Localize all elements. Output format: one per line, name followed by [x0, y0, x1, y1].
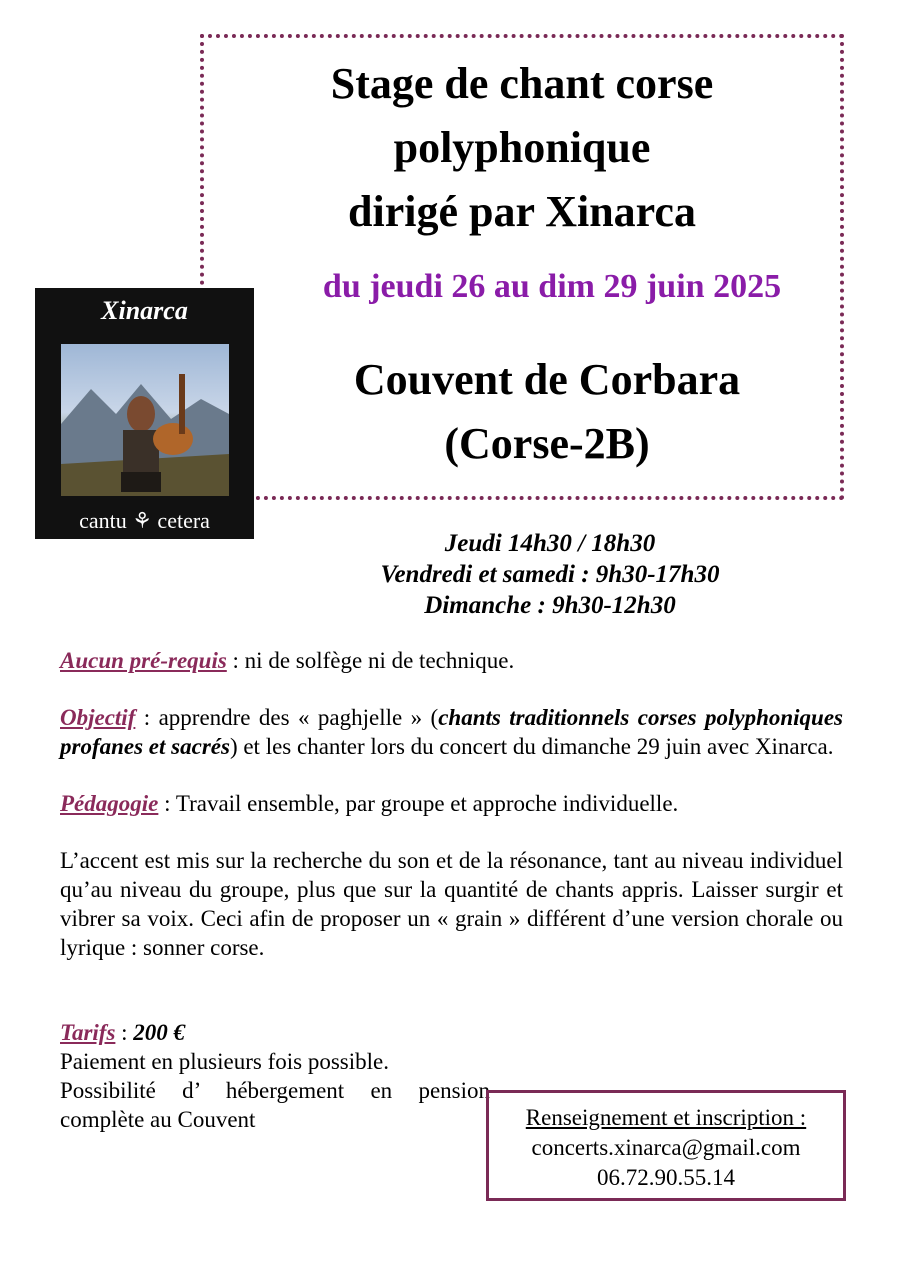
venue: [202, 348, 892, 476]
schedule-thursday: Jeudi 14h30 / 18h30: [444, 530, 656, 557]
contact-heading: Renseignement et inscription :: [525, 1105, 807, 1130]
tarifs-payment: Paiement en plusieurs fois possible.: [60, 1049, 389, 1074]
page-title: [202, 52, 842, 244]
objectif-bold-text: chants traditionnels corses polyphoniques profanes et sacrés: [60, 705, 843, 759]
pedagogie-paragraph: [60, 789, 843, 818]
tarifs-label: Tarifs: [60, 1020, 116, 1045]
prereq-paragraph: [60, 646, 843, 675]
cover-photo: [61, 344, 229, 496]
cover-subtitle: cantu ⚘ cetera: [79, 508, 210, 533]
title-line-2: polyphonique: [393, 123, 651, 172]
title-line-3: dirigé par Xinarca: [348, 187, 696, 236]
accent-paragraph: L’accent est mis sur la recherche du son et de la résonance, tant au niveau individuel qu’au niveau du groupe, plus que sur la quantité de chants appris. Laisser surgir et vibrer sa voix. Ceci afin de proposer un « grain » différent d’une version chorale ou lyrique : sonner corse.: [60, 848, 843, 960]
cover-artist-name: Xinarca: [101, 296, 188, 325]
schedule-friday-saturday: Vendredi et samedi : 9h30-17h30: [380, 561, 720, 588]
prereq-label: Aucun pré-requis: [60, 648, 227, 673]
contact-box: [486, 1090, 846, 1201]
contact-email[interactable]: concerts.xinarca@gmail.com: [531, 1135, 801, 1160]
title-line-1: Stage de chant corse: [330, 59, 714, 108]
objectif-label: Objectif: [60, 705, 136, 730]
tarifs: [60, 1018, 490, 1134]
venue-name: Couvent de Corbara: [353, 355, 741, 404]
tarifs-price: 200 €: [133, 1020, 186, 1045]
objectif-text-1: : apprendre des « paghjelle » (: [135, 705, 439, 730]
venue-region: (Corse-2B): [444, 419, 650, 468]
tarifs-lodging: Possibilité d’ hébergement en pension complète au Couvent: [60, 1078, 490, 1132]
event-dates: du jeudi 26 au dim 29 juin 2025: [322, 268, 782, 305]
description: [60, 646, 843, 990]
pedagogie-text: : Travail ensemble, par groupe et approche individuelle.: [158, 791, 679, 816]
album-cover: [35, 288, 254, 539]
tarifs-header: [60, 1018, 490, 1047]
tarifs-separator: :: [115, 1020, 134, 1045]
musician-illustration: [61, 344, 229, 496]
prereq-text: : ni de solfège ni de technique.: [226, 648, 515, 673]
schedule-sunday: Dimanche : 9h30-12h30: [424, 592, 676, 619]
pedagogie-label: Pédagogie: [60, 791, 159, 816]
schedule: [300, 528, 800, 621]
contact-phone[interactable]: 06.72.90.55.14: [597, 1165, 735, 1190]
objectif-paragraph: [60, 703, 843, 761]
objectif-text-2: ) et les chanter lors du concert du dimanche 29 juin avec Xinarca.: [229, 734, 834, 759]
